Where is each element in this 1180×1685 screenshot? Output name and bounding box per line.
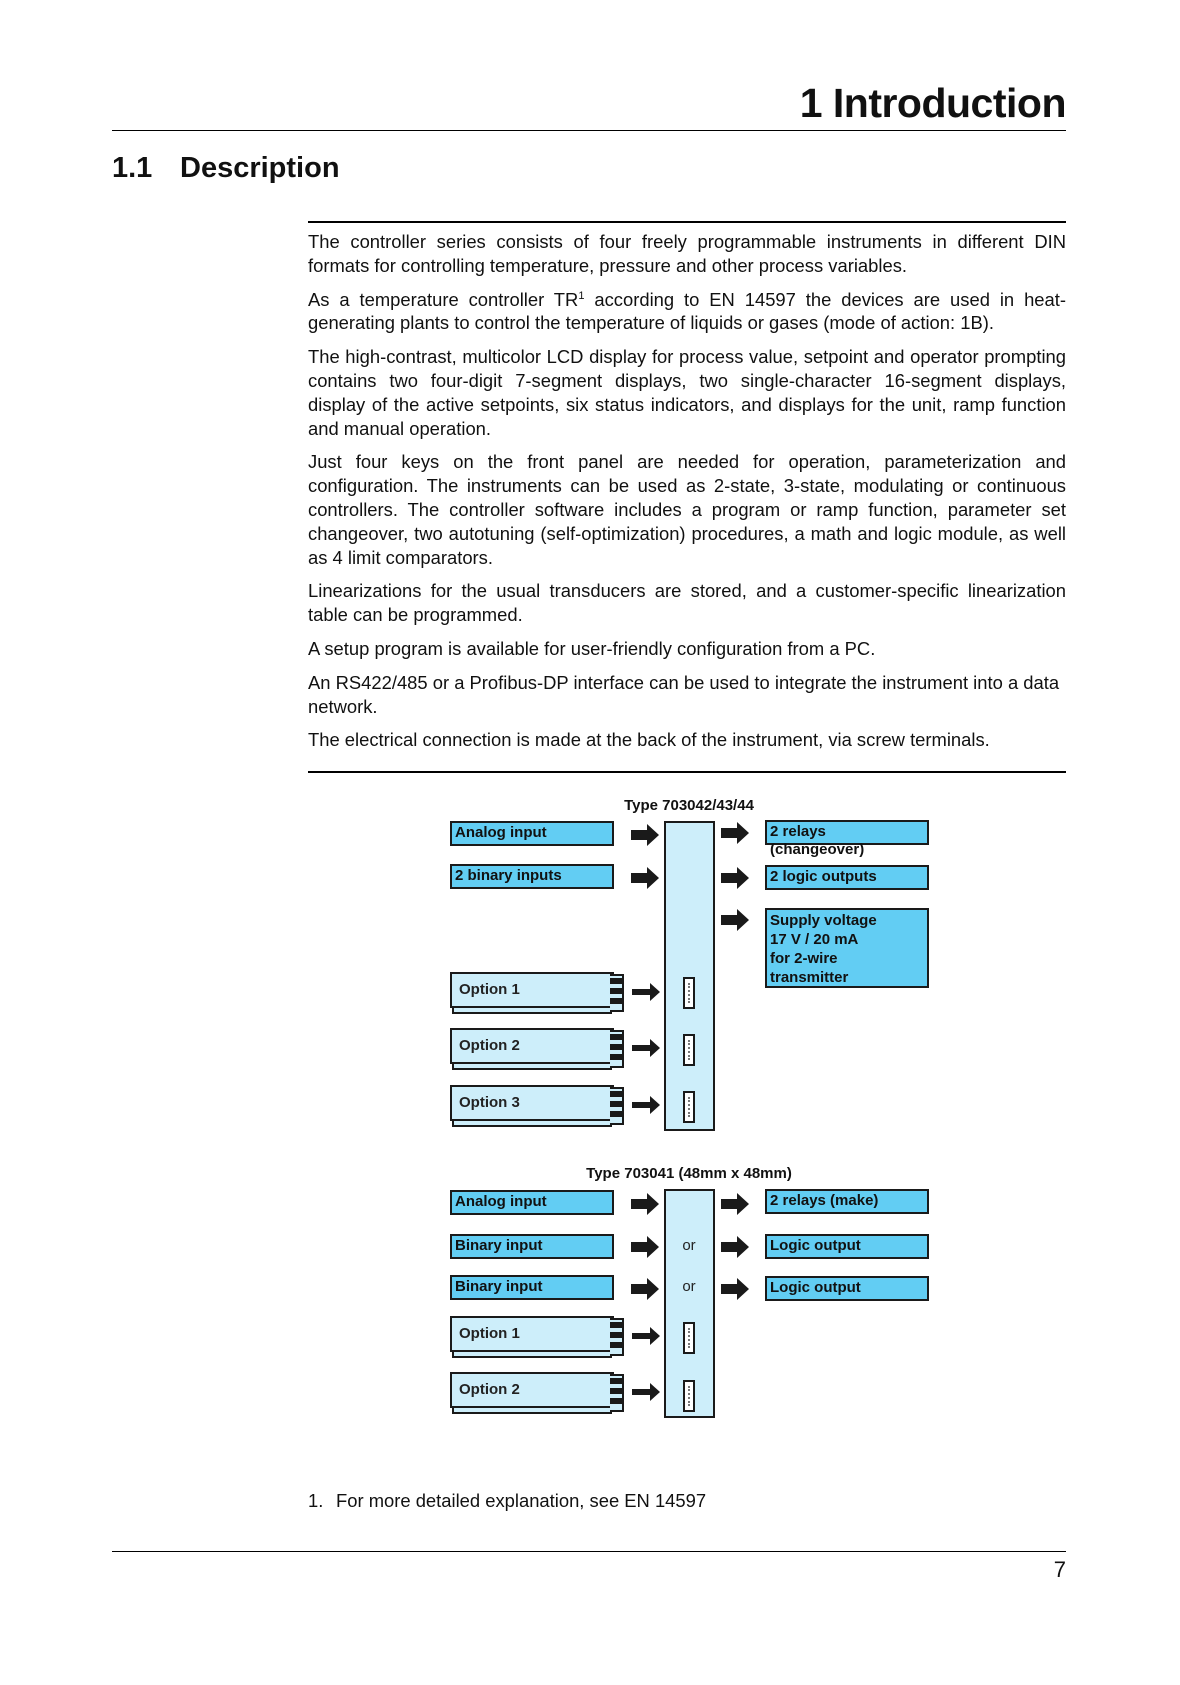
paragraph: The controller series consists of four freely programmable instruments in different DIN formats for controlling temperature, pressure and other process variables. — [308, 231, 1066, 276]
footnote-text: For more detailed explanation, see EN 14597 — [336, 1490, 707, 1511]
option-card: Option 2 — [450, 1028, 614, 1070]
body-bottom-rule — [308, 771, 1066, 773]
paragraph: An RS422/485 or a Profibus-DP interface can be used to integrate the instrument into a data network. — [308, 671, 1060, 717]
option-slot — [683, 1034, 695, 1066]
arrow-right-icon — [631, 867, 659, 889]
arrow-right-icon — [632, 1039, 660, 1057]
arrow-right-icon — [721, 1236, 749, 1258]
arrow-right-icon — [721, 1278, 749, 1300]
footer-rule — [112, 1551, 1066, 1552]
arrow-right-icon — [631, 1278, 659, 1300]
header-rule — [112, 130, 1066, 131]
arrow-right-icon — [721, 1193, 749, 1215]
arrow-right-icon — [632, 1327, 660, 1345]
section-heading — [112, 152, 340, 185]
arrow-right-icon — [632, 1096, 660, 1114]
option-slot — [683, 977, 695, 1009]
option-card: Option 1 — [450, 1316, 614, 1358]
input-box: Analog input — [450, 821, 614, 846]
option-card: Option 2 — [450, 1372, 614, 1414]
or-label: or — [682, 1278, 696, 1295]
arrow-right-icon — [721, 867, 749, 889]
chapter-title: 1 Introduction — [799, 80, 1066, 126]
output-box: 2 relays (changeover) — [765, 820, 929, 845]
body-text — [308, 230, 1066, 762]
arrow-right-icon — [632, 1383, 660, 1401]
option-card: Option 3 — [450, 1085, 614, 1127]
paragraph: A setup program is available for user-friendly configuration from a PC. — [308, 637, 876, 659]
body-top-rule — [308, 221, 1066, 223]
arrow-right-icon — [721, 909, 749, 931]
diagram-title: Type 703042/43/44 — [624, 797, 754, 814]
footnote — [308, 1490, 706, 1512]
paragraph: Just four keys on the front panel are needed for operation, parameterization and configuration. The instruments can be used as 2-state, 3-state, modulating or continuous controllers. The controller software includes a program or ramp function, parameter set changeover, two autotuning (self-optimization) procedures, a math and logic module, as well as 4 limit comparators. — [308, 451, 1066, 568]
output-box: 2 relays (make) — [765, 1189, 929, 1214]
arrow-right-icon — [721, 822, 749, 844]
diagram-title: Type 703041 (48mm x 48mm) — [586, 1165, 792, 1182]
input-box: Binary input — [450, 1234, 614, 1259]
supply-voltage-box: Supply voltage 17 V / 20 mA for 2-wire transmitter — [765, 908, 929, 988]
footnote-number: 1. — [308, 1490, 324, 1511]
section-title: Description — [180, 152, 340, 184]
arrow-right-icon — [632, 983, 660, 1001]
option-slot — [683, 1380, 695, 1412]
or-label: or — [682, 1237, 696, 1254]
page-number: 7 — [1053, 1557, 1066, 1582]
arrow-right-icon — [631, 824, 659, 846]
paragraph: As a temperature controller $TR^1$ according to EN 14597 the devices are used in heat-generating plants to control the temperature of liquids or gases (mode of action: 1B). — [308, 288, 1066, 334]
option-slot — [683, 1091, 695, 1123]
paragraph: The high-contrast, multicolor LCD display for process value, setpoint and operator prompting contains two four-digit 7-segment displays, two single-character 16-segment displays, display of the active setpoints, six status indicators, and displays for the unit, ramp function and manual operation. — [308, 346, 1066, 439]
option-slot — [683, 1322, 695, 1354]
instrument-body — [664, 821, 715, 1131]
option-card: Option 1 — [450, 972, 614, 1014]
section-number: 1.1 — [112, 152, 153, 184]
paragraph: The electrical connection is made at the back of the instrument, via screw terminals. — [308, 729, 990, 751]
input-box: Analog input — [450, 1190, 614, 1215]
output-box: Logic output — [765, 1276, 929, 1301]
paragraph: Linearizations for the usual transducers are stored, and a customer-specific linearization table can be programmed. — [308, 580, 1066, 626]
arrow-right-icon — [631, 1236, 659, 1258]
input-box: Binary input — [450, 1275, 614, 1300]
output-box: Logic output — [765, 1234, 929, 1259]
arrow-right-icon — [631, 1193, 659, 1215]
footnote-ref[interactable]: 1 — [578, 289, 585, 302]
input-box: 2 binary inputs — [450, 864, 614, 889]
output-box: 2 logic outputs — [765, 865, 929, 890]
